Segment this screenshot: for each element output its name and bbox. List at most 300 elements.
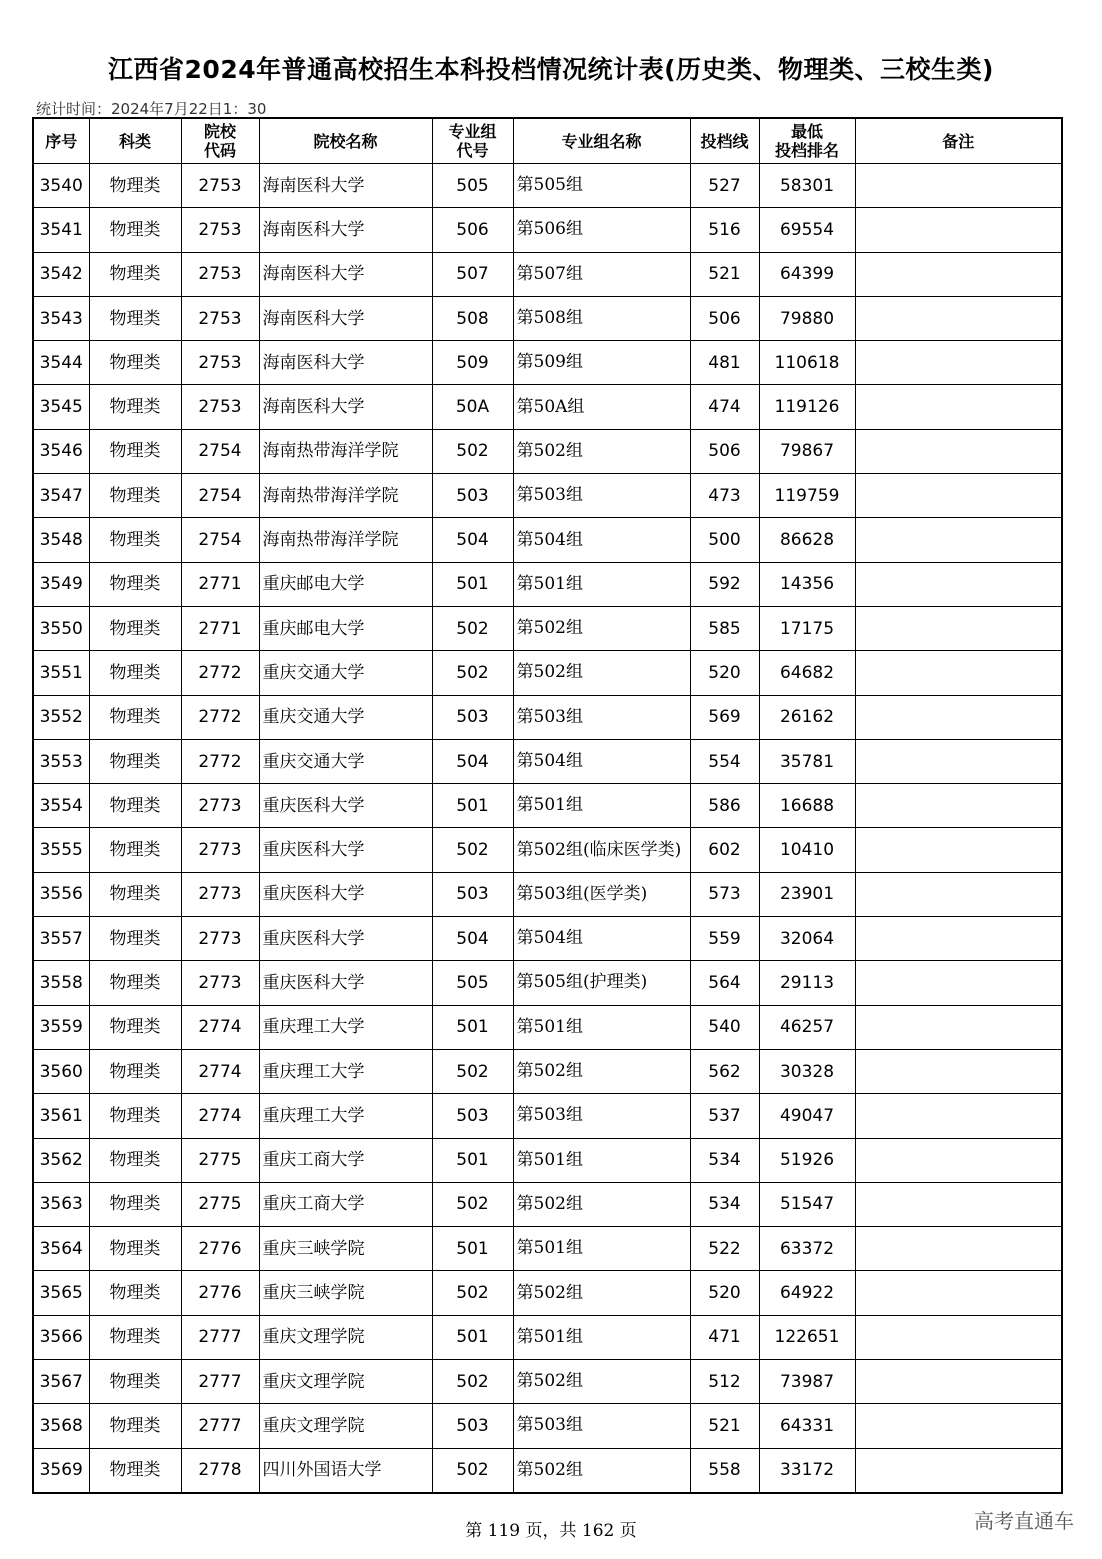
cell-rank: 51547: [759, 1182, 855, 1226]
cell-rank: 64331: [759, 1404, 855, 1448]
cell-note: [855, 208, 1062, 252]
cell-school-name: 四川外国语大学: [259, 1448, 432, 1493]
header-note: 备注: [855, 118, 1062, 164]
cell-rank: 73987: [759, 1360, 855, 1404]
cell-group-name: 第504组: [513, 917, 690, 961]
cell-note: [855, 1138, 1062, 1182]
cell-rank: 69554: [759, 208, 855, 252]
cell-group-name: 第505组: [513, 164, 690, 208]
cell-category: 物理类: [89, 872, 181, 916]
cell-school-name: 海南热带海洋学院: [259, 429, 432, 473]
cell-group-name: 第50A组: [513, 385, 690, 429]
cell-score: 474: [690, 385, 759, 429]
cell-school-name: 重庆医科大学: [259, 784, 432, 828]
cell-school-code: 2774: [181, 1005, 259, 1049]
cell-seq: 3556: [33, 872, 89, 916]
cell-school-code: 2778: [181, 1448, 259, 1493]
cell-school-code: 2776: [181, 1227, 259, 1271]
cell-school-name: 重庆工商大学: [259, 1138, 432, 1182]
cell-school-code: 2754: [181, 474, 259, 518]
cell-group-code: 502: [432, 1182, 513, 1226]
cell-school-name: 海南热带海洋学院: [259, 518, 432, 562]
cell-category: 物理类: [89, 1182, 181, 1226]
header-school-code-line1: 院校: [203, 122, 236, 141]
cell-group-name: 第501组: [513, 784, 690, 828]
cell-school-name: 重庆理工大学: [259, 1005, 432, 1049]
cell-school-code: 2772: [181, 695, 259, 739]
cell-rank: 14356: [759, 562, 855, 606]
cell-rank: 35781: [759, 739, 855, 783]
cell-score: 516: [690, 208, 759, 252]
table-row: [33, 296, 1062, 340]
cell-note: [855, 429, 1062, 473]
cell-group-code: 502: [432, 429, 513, 473]
table-row: [33, 1227, 1062, 1271]
cell-category: 物理类: [89, 474, 181, 518]
cell-seq: 3548: [33, 518, 89, 562]
cell-note: [855, 385, 1062, 429]
cell-note: [855, 872, 1062, 916]
cell-score: 500: [690, 518, 759, 562]
cell-category: 物理类: [89, 1271, 181, 1315]
cell-note: [855, 1227, 1062, 1271]
cell-note: [855, 1094, 1062, 1138]
cell-seq: 3555: [33, 828, 89, 872]
cell-school-name: 重庆邮电大学: [259, 606, 432, 650]
cell-category: 物理类: [89, 518, 181, 562]
cell-note: [855, 1005, 1062, 1049]
table-row: [33, 429, 1062, 473]
header-school-code: [181, 118, 259, 164]
table-header-row: [33, 118, 1062, 164]
table-row: [33, 252, 1062, 296]
cell-group-name: 第501组: [513, 1315, 690, 1359]
cell-category: 物理类: [89, 917, 181, 961]
cell-seq: 3551: [33, 651, 89, 695]
cell-group-name: 第503组: [513, 695, 690, 739]
cell-seq: 3545: [33, 385, 89, 429]
cell-score: 585: [690, 606, 759, 650]
table-row: [33, 606, 1062, 650]
cell-group-code: 502: [432, 1271, 513, 1315]
cell-group-name: 第508组: [513, 296, 690, 340]
header-group-code-line2: 代号: [456, 141, 489, 160]
cell-school-code: 2753: [181, 208, 259, 252]
table-row: [33, 1005, 1062, 1049]
cell-note: [855, 1360, 1062, 1404]
cell-seq: 3561: [33, 1094, 89, 1138]
cell-school-code: 2753: [181, 296, 259, 340]
cell-score: 520: [690, 1271, 759, 1315]
cell-group-name: 第503组: [513, 1404, 690, 1448]
cell-group-code: 50A: [432, 385, 513, 429]
cell-seq: 3562: [33, 1138, 89, 1182]
cell-school-name: 重庆医科大学: [259, 872, 432, 916]
cell-seq: 3549: [33, 562, 89, 606]
cell-school-code: 2773: [181, 784, 259, 828]
cell-school-code: 2774: [181, 1049, 259, 1093]
cell-group-code: 504: [432, 739, 513, 783]
cell-rank: 29113: [759, 961, 855, 1005]
table-row: [33, 739, 1062, 783]
cell-group-code: 502: [432, 1360, 513, 1404]
cell-note: [855, 739, 1062, 783]
cell-group-code: 501: [432, 1138, 513, 1182]
cell-rank: 79880: [759, 296, 855, 340]
cell-rank: 58301: [759, 164, 855, 208]
cell-group-code: 501: [432, 1227, 513, 1271]
cell-rank: 23901: [759, 872, 855, 916]
table-row: [33, 562, 1062, 606]
cell-seq: 3569: [33, 1448, 89, 1493]
cell-group-code: 503: [432, 695, 513, 739]
cell-seq: 3558: [33, 961, 89, 1005]
table-row: [33, 651, 1062, 695]
cell-rank: 110618: [759, 341, 855, 385]
table-body: [33, 164, 1062, 1493]
admission-table: [32, 117, 1063, 1494]
table-row: [33, 341, 1062, 385]
cell-rank: 64682: [759, 651, 855, 695]
brand-watermark: 高考直通车: [974, 1509, 1074, 1533]
cell-school-name: 重庆交通大学: [259, 651, 432, 695]
cell-school-code: 2777: [181, 1315, 259, 1359]
cell-group-name: 第502组(临床医学类): [513, 828, 690, 872]
cell-note: [855, 296, 1062, 340]
cell-school-code: 2773: [181, 828, 259, 872]
cell-group-name: 第502组: [513, 651, 690, 695]
cell-group-code: 501: [432, 784, 513, 828]
stat-time: 统计时间：2024年7月22日1：30: [36, 100, 267, 118]
cell-score: 586: [690, 784, 759, 828]
cell-rank: 10410: [759, 828, 855, 872]
cell-category: 物理类: [89, 1315, 181, 1359]
cell-score: 569: [690, 695, 759, 739]
cell-note: [855, 1315, 1062, 1359]
cell-seq: 3560: [33, 1049, 89, 1093]
table-row: [33, 208, 1062, 252]
cell-score: 481: [690, 341, 759, 385]
cell-group-code: 505: [432, 164, 513, 208]
cell-rank: 49047: [759, 1094, 855, 1138]
cell-group-name: 第505组(护理类): [513, 961, 690, 1005]
cell-school-code: 2753: [181, 341, 259, 385]
cell-note: [855, 474, 1062, 518]
table-row: [33, 917, 1062, 961]
cell-category: 物理类: [89, 784, 181, 828]
cell-group-name: 第502组: [513, 606, 690, 650]
cell-group-name: 第502组: [513, 1271, 690, 1315]
page-title: 江西省2024年普通高校招生本科投档情况统计表(历史类、物理类、三校生类): [108, 55, 994, 84]
table-row: [33, 385, 1062, 429]
cell-school-name: 重庆医科大学: [259, 961, 432, 1005]
cell-school-code: 2753: [181, 385, 259, 429]
cell-score: 559: [690, 917, 759, 961]
cell-category: 物理类: [89, 385, 181, 429]
cell-category: 物理类: [89, 1005, 181, 1049]
table-row: [33, 474, 1062, 518]
cell-note: [855, 1049, 1062, 1093]
cell-seq: 3553: [33, 739, 89, 783]
cell-school-code: 2774: [181, 1094, 259, 1138]
cell-seq: 3559: [33, 1005, 89, 1049]
cell-group-code: 502: [432, 1448, 513, 1493]
cell-note: [855, 252, 1062, 296]
cell-note: [855, 1404, 1062, 1448]
table-row: [33, 1049, 1062, 1093]
cell-group-code: 502: [432, 828, 513, 872]
cell-school-name: 重庆三峡学院: [259, 1271, 432, 1315]
cell-seq: 3563: [33, 1182, 89, 1226]
cell-score: 573: [690, 872, 759, 916]
cell-group-name: 第503组(医学类): [513, 872, 690, 916]
table-row: [33, 1094, 1062, 1138]
cell-score: 521: [690, 252, 759, 296]
cell-seq: 3566: [33, 1315, 89, 1359]
cell-seq: 3543: [33, 296, 89, 340]
cell-school-code: 2772: [181, 739, 259, 783]
cell-group-name: 第504组: [513, 518, 690, 562]
cell-school-name: 海南医科大学: [259, 341, 432, 385]
table-row: [33, 518, 1062, 562]
cell-school-code: 2753: [181, 252, 259, 296]
cell-note: [855, 1271, 1062, 1315]
cell-seq: 3544: [33, 341, 89, 385]
cell-school-code: 2775: [181, 1182, 259, 1226]
cell-school-code: 2777: [181, 1404, 259, 1448]
table-row: [33, 1360, 1062, 1404]
cell-group-name: 第502组: [513, 1049, 690, 1093]
cell-score: 522: [690, 1227, 759, 1271]
cell-rank: 46257: [759, 1005, 855, 1049]
table-row: [33, 1138, 1062, 1182]
cell-group-name: 第503组: [513, 474, 690, 518]
cell-category: 物理类: [89, 296, 181, 340]
cell-rank: 64922: [759, 1271, 855, 1315]
cell-group-code: 504: [432, 518, 513, 562]
cell-group-name: 第502组: [513, 429, 690, 473]
cell-category: 物理类: [89, 341, 181, 385]
cell-school-code: 2772: [181, 651, 259, 695]
cell-school-name: 重庆理工大学: [259, 1049, 432, 1093]
cell-category: 物理类: [89, 695, 181, 739]
cell-group-code: 505: [432, 961, 513, 1005]
cell-note: [855, 917, 1062, 961]
cell-note: [855, 784, 1062, 828]
table-row: [33, 784, 1062, 828]
cell-category: 物理类: [89, 1360, 181, 1404]
header-score: 投档线: [690, 118, 759, 164]
cell-school-code: 2777: [181, 1360, 259, 1404]
cell-group-name: 第501组: [513, 1227, 690, 1271]
cell-group-name: 第503组: [513, 1094, 690, 1138]
cell-school-code: 2753: [181, 164, 259, 208]
cell-group-code: 503: [432, 872, 513, 916]
cell-group-name: 第501组: [513, 1005, 690, 1049]
cell-group-code: 502: [432, 651, 513, 695]
table-row: [33, 695, 1062, 739]
header-school-name: 院校名称: [259, 118, 432, 164]
cell-school-name: 海南医科大学: [259, 208, 432, 252]
cell-group-name: 第502组: [513, 1448, 690, 1493]
table-row: [33, 1448, 1062, 1493]
header-group-code-line1: 专业组: [448, 122, 497, 141]
cell-group-code: 502: [432, 606, 513, 650]
cell-rank: 79867: [759, 429, 855, 473]
cell-school-name: 重庆医科大学: [259, 917, 432, 961]
header-group-name: 专业组名称: [513, 118, 690, 164]
cell-school-name: 重庆交通大学: [259, 739, 432, 783]
cell-note: [855, 606, 1062, 650]
cell-score: 521: [690, 1404, 759, 1448]
cell-category: 物理类: [89, 651, 181, 695]
cell-seq: 3557: [33, 917, 89, 961]
cell-group-code: 501: [432, 1005, 513, 1049]
cell-note: [855, 651, 1062, 695]
cell-school-name: 海南医科大学: [259, 252, 432, 296]
cell-school-name: 重庆文理学院: [259, 1404, 432, 1448]
cell-note: [855, 518, 1062, 562]
cell-category: 物理类: [89, 739, 181, 783]
cell-group-code: 508: [432, 296, 513, 340]
header-seq: 序号: [33, 118, 89, 164]
cell-seq: 3540: [33, 164, 89, 208]
cell-note: [855, 695, 1062, 739]
table-row: [33, 1271, 1062, 1315]
cell-score: 534: [690, 1182, 759, 1226]
cell-category: 物理类: [89, 252, 181, 296]
cell-school-name: 重庆文理学院: [259, 1360, 432, 1404]
cell-group-code: 503: [432, 1094, 513, 1138]
cell-group-code: 507: [432, 252, 513, 296]
cell-category: 物理类: [89, 1138, 181, 1182]
cell-seq: 3541: [33, 208, 89, 252]
cell-score: 602: [690, 828, 759, 872]
cell-group-code: 506: [432, 208, 513, 252]
cell-note: [855, 1448, 1062, 1493]
table-row: [33, 1315, 1062, 1359]
cell-rank: 122651: [759, 1315, 855, 1359]
cell-category: 物理类: [89, 562, 181, 606]
cell-school-name: 海南医科大学: [259, 164, 432, 208]
cell-group-name: 第501组: [513, 562, 690, 606]
cell-school-code: 2776: [181, 1271, 259, 1315]
cell-group-code: 501: [432, 562, 513, 606]
cell-score: 558: [690, 1448, 759, 1493]
cell-score: 506: [690, 296, 759, 340]
cell-school-name: 重庆医科大学: [259, 828, 432, 872]
cell-school-name: 重庆文理学院: [259, 1315, 432, 1359]
cell-score: 554: [690, 739, 759, 783]
cell-rank: 119126: [759, 385, 855, 429]
cell-category: 物理类: [89, 606, 181, 650]
table-row: [33, 828, 1062, 872]
cell-score: 564: [690, 961, 759, 1005]
cell-category: 物理类: [89, 208, 181, 252]
cell-seq: 3554: [33, 784, 89, 828]
cell-score: 506: [690, 429, 759, 473]
cell-school-name: 重庆交通大学: [259, 695, 432, 739]
cell-score: 520: [690, 651, 759, 695]
cell-school-name: 海南医科大学: [259, 385, 432, 429]
cell-seq: 3550: [33, 606, 89, 650]
cell-seq: 3568: [33, 1404, 89, 1448]
cell-school-name: 重庆三峡学院: [259, 1227, 432, 1271]
table-row: [33, 164, 1062, 208]
table-row: [33, 1404, 1062, 1448]
cell-score: 527: [690, 164, 759, 208]
header-category: 科类: [89, 118, 181, 164]
cell-school-code: 2773: [181, 917, 259, 961]
cell-category: 物理类: [89, 1049, 181, 1093]
header-rank: [759, 118, 855, 164]
cell-score: 592: [690, 562, 759, 606]
cell-group-name: 第504组: [513, 739, 690, 783]
header-group-code: [432, 118, 513, 164]
header-school-code-line2: 代码: [203, 141, 236, 160]
cell-school-code: 2771: [181, 606, 259, 650]
cell-rank: 30328: [759, 1049, 855, 1093]
cell-category: 物理类: [89, 429, 181, 473]
cell-rank: 63372: [759, 1227, 855, 1271]
cell-group-name: 第502组: [513, 1360, 690, 1404]
cell-seq: 3564: [33, 1227, 89, 1271]
cell-category: 物理类: [89, 1448, 181, 1493]
cell-seq: 3542: [33, 252, 89, 296]
cell-note: [855, 341, 1062, 385]
cell-note: [855, 562, 1062, 606]
cell-score: 534: [690, 1138, 759, 1182]
header-rank-line2: 投档排名: [774, 141, 839, 160]
cell-group-code: 501: [432, 1315, 513, 1359]
cell-seq: 3547: [33, 474, 89, 518]
cell-category: 物理类: [89, 1404, 181, 1448]
cell-group-code: 509: [432, 341, 513, 385]
cell-category: 物理类: [89, 1094, 181, 1138]
cell-rank: 119759: [759, 474, 855, 518]
cell-category: 物理类: [89, 961, 181, 1005]
cell-score: 473: [690, 474, 759, 518]
cell-group-name: 第507组: [513, 252, 690, 296]
cell-rank: 51926: [759, 1138, 855, 1182]
cell-group-name: 第502组: [513, 1182, 690, 1226]
cell-note: [855, 164, 1062, 208]
cell-school-name: 海南热带海洋学院: [259, 474, 432, 518]
cell-rank: 32064: [759, 917, 855, 961]
cell-category: 物理类: [89, 828, 181, 872]
cell-group-name: 第506组: [513, 208, 690, 252]
cell-score: 512: [690, 1360, 759, 1404]
table-row: [33, 961, 1062, 1005]
cell-score: 537: [690, 1094, 759, 1138]
cell-school-code: 2773: [181, 961, 259, 1005]
cell-school-code: 2773: [181, 872, 259, 916]
cell-note: [855, 1182, 1062, 1226]
cell-school-name: 重庆理工大学: [259, 1094, 432, 1138]
cell-school-name: 重庆邮电大学: [259, 562, 432, 606]
cell-rank: 17175: [759, 606, 855, 650]
cell-group-name: 第509组: [513, 341, 690, 385]
cell-school-code: 2771: [181, 562, 259, 606]
cell-school-code: 2775: [181, 1138, 259, 1182]
cell-rank: 86628: [759, 518, 855, 562]
cell-school-code: 2754: [181, 429, 259, 473]
cell-note: [855, 961, 1062, 1005]
cell-group-code: 504: [432, 917, 513, 961]
cell-category: 物理类: [89, 1227, 181, 1271]
cell-seq: 3546: [33, 429, 89, 473]
cell-score: 562: [690, 1049, 759, 1093]
